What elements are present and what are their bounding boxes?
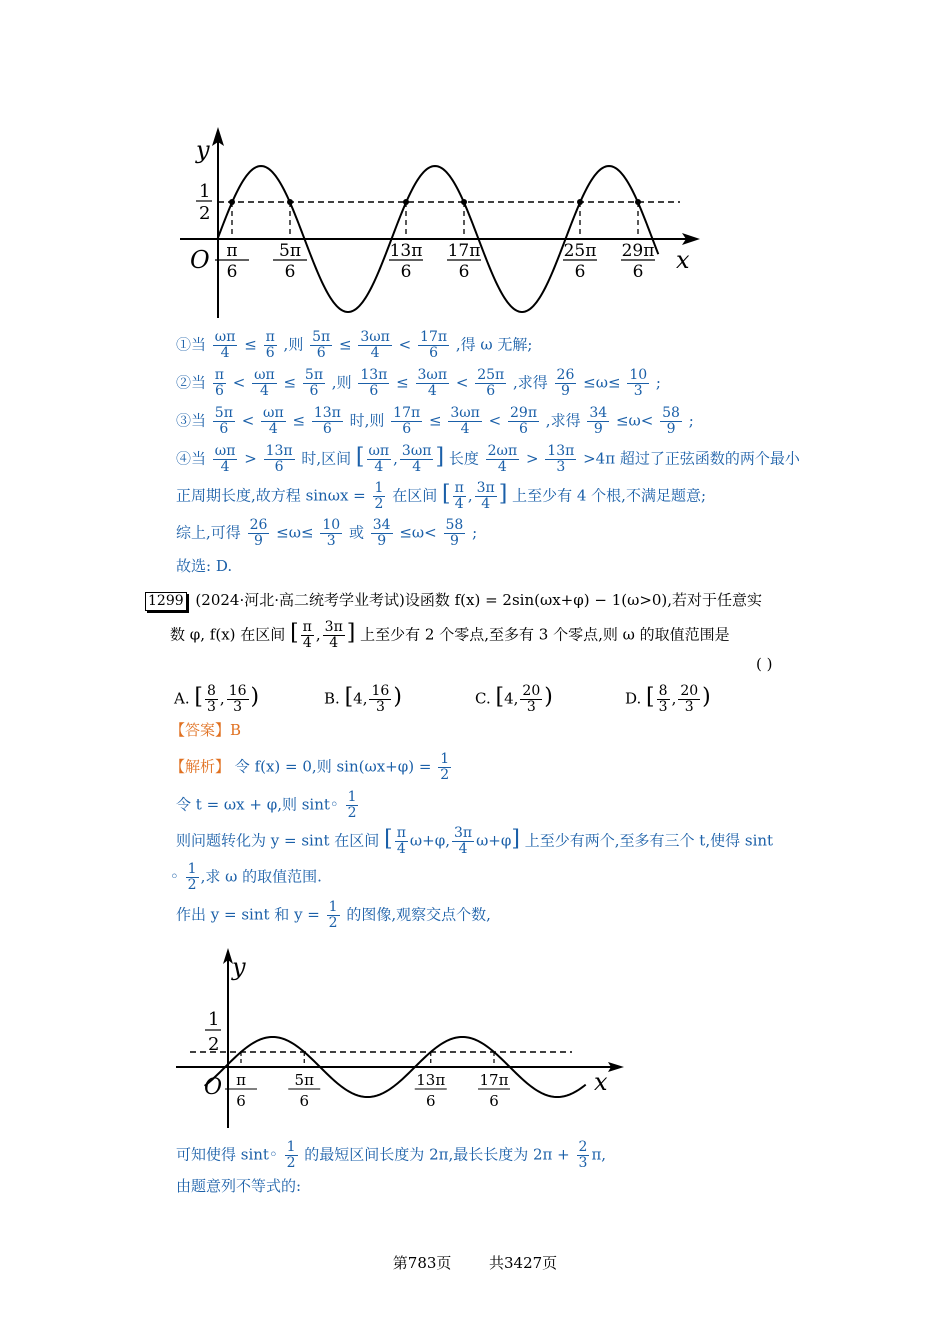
intersection-dot bbox=[461, 199, 467, 205]
case-4: ④当 $\frac{\omega\pi}{4}$ > $\frac{13\pi}{6}$ 时,区间 [ $\frac{\omega\pi}{4}$ , $\frac{3\omega\pi}{4}$ ] 长度 $\frac{2\omega\pi}{4}$ > $\frac{13\pi}{3}$ >4π 超过了正弦函数的两个最小 bbox=[176, 443, 800, 475]
vertical-dashes bbox=[241, 1052, 494, 1067]
page-number: 第783页 bbox=[392, 1254, 452, 1272]
intersection-dot bbox=[577, 199, 583, 205]
sine-graph-2 bbox=[0, 940, 950, 1140]
origin-label: O bbox=[190, 246, 210, 274]
answer-line: 【答案】B bbox=[170, 721, 242, 739]
x-tick-label bbox=[447, 241, 481, 282]
explanation-line-1: 【解析】 令 f(x) = 0,则 sin(ωx+φ) = $\frac{1}{2}$ bbox=[170, 751, 450, 783]
half-label-num: 1 bbox=[199, 181, 211, 202]
x-tick-label bbox=[215, 241, 249, 282]
x-tick-label bbox=[621, 241, 655, 282]
answer-paren: ( ) bbox=[756, 655, 773, 673]
x-tick-label bbox=[415, 1071, 447, 1110]
explanation-line-7: 由题意列不等式的: bbox=[176, 1177, 302, 1195]
x-axis-label: x bbox=[594, 1068, 608, 1096]
sine-graph-1 bbox=[0, 0, 950, 330]
page-total: 共3427页 bbox=[489, 1254, 558, 1272]
explanation-line-3: 则问题转化为 y = sint 在区间 [ $\frac{\pi}{4}$ ω+φ, $\frac{3\pi}{4}$ ω+φ] 上至少有两个,至多有三个 t,使得 sint bbox=[176, 825, 774, 857]
svg-text:13π: 13π bbox=[389, 241, 423, 261]
page-footer bbox=[0, 1252, 950, 1273]
x-tick-label bbox=[389, 241, 423, 282]
x-tick-labels bbox=[225, 1071, 510, 1110]
svg-text:5π: 5π bbox=[294, 1071, 314, 1089]
half-label-den: 2 bbox=[199, 203, 211, 224]
svg-text:6: 6 bbox=[284, 262, 296, 282]
svg-text:6: 6 bbox=[632, 262, 644, 282]
svg-text:6: 6 bbox=[299, 1092, 310, 1110]
case-3: ③当 $\frac{5\pi}{6}$ < $\frac{\omega\pi}{4}$ ≤ $\frac{13\pi}{6}$ 时,则 $\frac{17\pi}{6}$ ≤ $\frac{3\omega\pi}{4}$ < $\frac{29\pi}{6}$ ,求得 $\frac{34}{9}$ ≤ω< $\frac{58}{9}$ ; bbox=[176, 405, 694, 437]
x-tick-label bbox=[563, 241, 597, 282]
x-tick-label bbox=[478, 1071, 510, 1110]
half-label-den: 2 bbox=[208, 1034, 220, 1055]
half-label-num: 1 bbox=[208, 1009, 220, 1030]
svg-text:6: 6 bbox=[400, 262, 412, 282]
option-c[interactable]: C. [4, $\frac{20}{3}$ ) bbox=[475, 683, 553, 715]
option-d[interactable]: D. [ $\frac{8}{3}$ , $\frac{20}{3}$ ) bbox=[625, 683, 711, 715]
origin-label: O bbox=[204, 1075, 223, 1100]
svg-text:π: π bbox=[236, 1071, 246, 1089]
case-2: ②当 $\frac{\pi}{6}$ < $\frac{\omega\pi}{4}$ ≤ $\frac{5\pi}{6}$ ,则 $\frac{13\pi}{6}$ ≤ $\frac{3\omega\pi}{4}$ < $\frac{25\pi}{6}$ ,求得 $\frac{26}{9}$ ≤ω≤ $\frac{10}{3}$ ; bbox=[176, 367, 661, 399]
svg-text:6: 6 bbox=[458, 262, 470, 282]
choice-line: 故选: D. bbox=[176, 557, 233, 575]
x-tick-label bbox=[225, 1071, 257, 1110]
case-4-cont: 正周期长度,故方程 sinωx = $\frac{1}{2}$ 在区间 [ $\frac{\pi}{4}$ , $\frac{3\pi}{4}$ ] 上至少有 4 个根,不满足题意; bbox=[176, 480, 706, 512]
svg-text:6: 6 bbox=[226, 262, 238, 282]
svg-text:6: 6 bbox=[425, 1092, 436, 1110]
svg-text:13π: 13π bbox=[416, 1071, 446, 1089]
question-line-2: 数 φ, f(x) 在区间 [ $\frac{\pi}{4}$ , $\frac{3\pi}{4}$ ] 上至少有 2 个零点,至多有 3 个零点,则 ω 的取值范围是 bbox=[170, 619, 730, 651]
y-axis-label: y bbox=[232, 953, 246, 981]
question-number: 1299 bbox=[145, 592, 187, 611]
conclusion: 综上,可得 $\frac{26}{9}$ ≤ω≤ $\frac{10}{3}$ 或 $\frac{34}{9}$ ≤ω< $\frac{58}{9}$ ; bbox=[176, 517, 478, 549]
intersection-dot bbox=[403, 199, 409, 205]
intersection-dot bbox=[635, 199, 641, 205]
svg-text:6: 6 bbox=[574, 262, 586, 282]
svg-text:π: π bbox=[226, 241, 238, 261]
x-axis-label: x bbox=[676, 246, 690, 274]
intersection-dot bbox=[287, 199, 293, 205]
x-tick-label bbox=[273, 241, 307, 282]
explanation-line-2: 令 t = ωx + φ,则 sint◦ $\frac{1}{2}$ bbox=[176, 789, 357, 821]
explanation-line-5: 作出 y = sint 和 y = $\frac{1}{2}$ 的图像,观察交点个数, bbox=[176, 899, 491, 931]
option-b[interactable]: B. [4, $\frac{16}{3}$ ) bbox=[324, 683, 402, 715]
svg-text:6: 6 bbox=[489, 1092, 499, 1110]
svg-text:17π: 17π bbox=[447, 241, 481, 261]
explanation-line-4: ◦ $\frac{1}{2}$ ,求 ω 的取值范围. bbox=[170, 861, 322, 893]
svg-text:6: 6 bbox=[236, 1092, 246, 1110]
option-a[interactable]: A. [ $\frac{8}{3}$ , $\frac{16}{3}$ ) bbox=[174, 683, 260, 715]
explanation-line-6: 可知使得 sint◦ $\frac{1}{2}$ 的最短区间长度为 2π,最长长度为 2π + $\frac{2}{3}$ π, bbox=[176, 1139, 607, 1171]
svg-text:25π: 25π bbox=[563, 241, 597, 261]
svg-text:5π: 5π bbox=[279, 241, 301, 261]
x-tick-label bbox=[288, 1071, 320, 1110]
x-tick-labels bbox=[215, 241, 655, 282]
y-axis-label: y bbox=[196, 136, 210, 164]
intersection-points bbox=[229, 199, 641, 205]
intersection-dot bbox=[229, 199, 235, 205]
case-1: ①当 $\frac{\omega\pi}{4}$ ≤ $\frac{\pi}{6}$ ,则 $\frac{5\pi}{6}$ ≤ $\frac{3\omega\pi}{4}$ < $\frac{17\pi}{6}$ ,得 ω 无解; bbox=[176, 329, 533, 361]
question-line-1: 1299 (2024·河北·高二统考学业考试)设函数 f(x) = 2sin(ωx+φ) − 1(ω>0),若对于任意实 bbox=[145, 590, 762, 611]
svg-text:17π: 17π bbox=[479, 1071, 509, 1089]
svg-text:29π: 29π bbox=[621, 241, 655, 261]
